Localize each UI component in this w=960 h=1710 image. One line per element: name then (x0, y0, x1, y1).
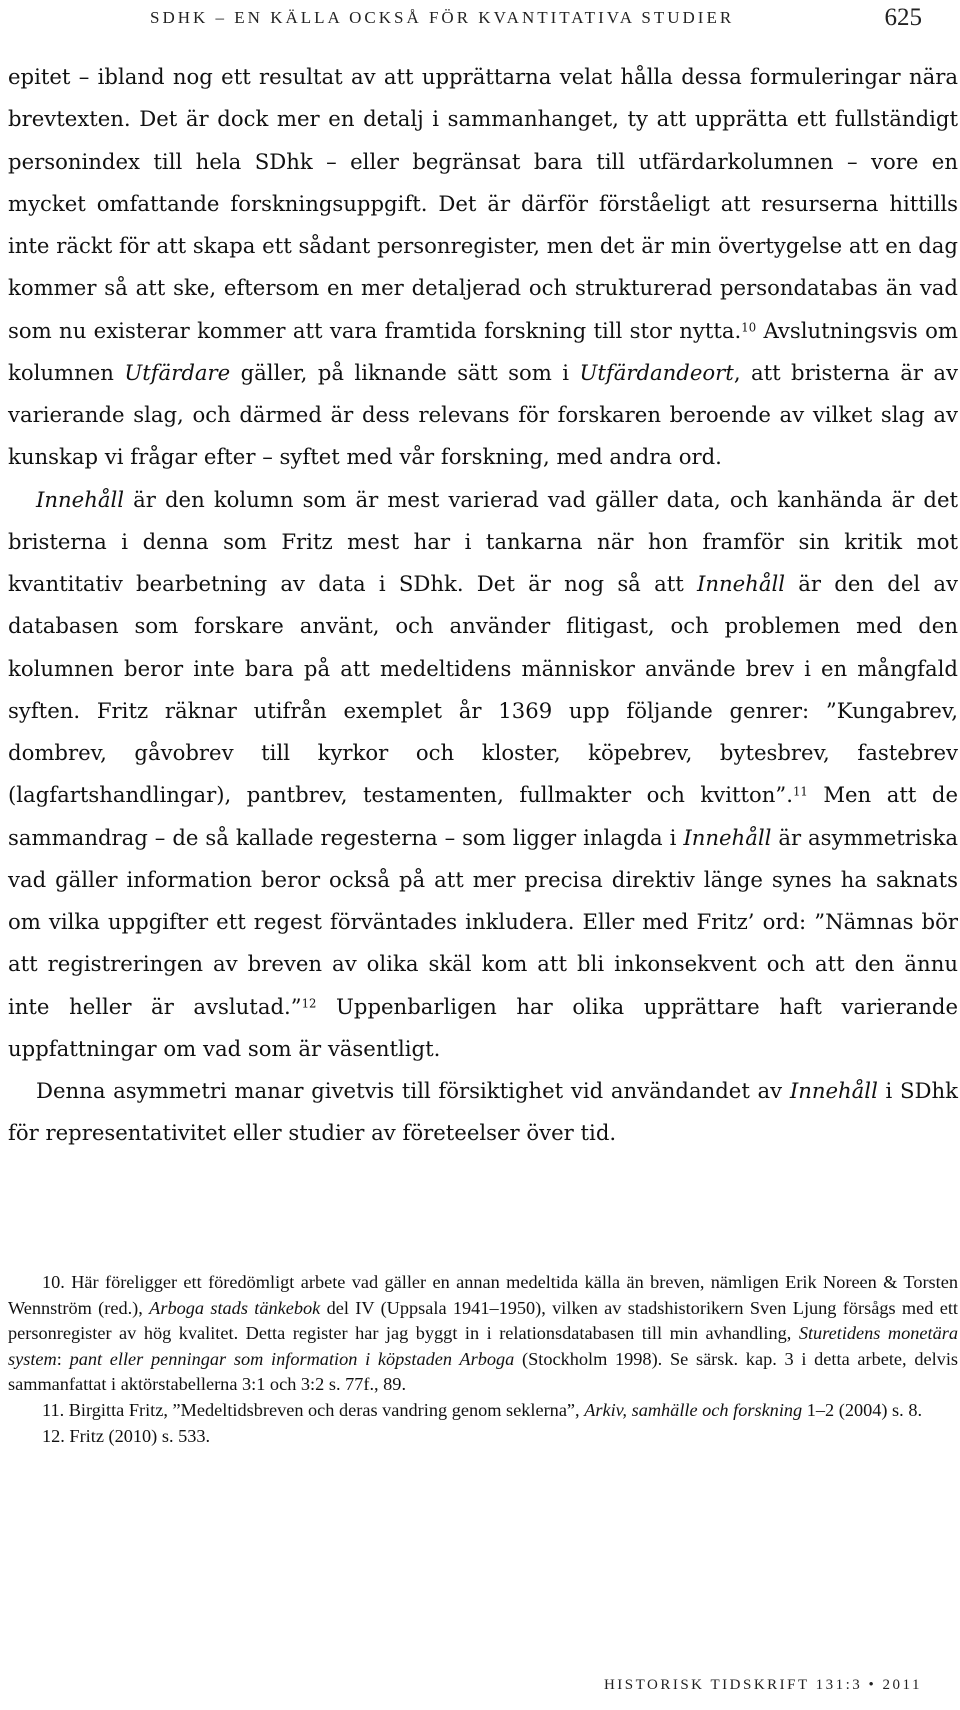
footnote-10-title-2: Sturetidens monetära system (8, 1323, 958, 1369)
footnote-10-text-a: 10. Här föreligger ett föredömligt arbete vad gäller en annan medeltida källa än breven, nämligen Erik Noreen & Torsten Wennström (red.), (8, 1272, 958, 1318)
p1-text-c: gäller, på liknande sätt som i (230, 359, 580, 385)
p2-emphasis-innehall-2: Innehåll (696, 571, 786, 596)
paragraph-1 (8, 56, 958, 479)
footnote-10 (8, 1270, 958, 1398)
footnote-ref-10: 10 (741, 320, 757, 335)
footnote-11-journal: Arkiv, samhälle och forskning (584, 1399, 803, 1420)
footnote-10-text-d: (Stockholm 1998). Se särsk. kap. 3 i detta arbete, delvis sammanfattat i aktörstabellerna 3:1 och 3:2 s. 77f., 89. (8, 1348, 959, 1395)
p3-text-b: i SDhk för representativitet eller studier av företeelser över tid. (8, 1078, 958, 1146)
footnote-10-text-b: del IV (Uppsala 1941–1950), vilken av stadshistorikern Sven Ljung försågs med ett personregister av hög kvalitet. Detta register har jag byggt in i relationsdatabasen till min avhandling, (8, 1297, 958, 1344)
paragraph-3 (8, 1070, 958, 1155)
p2-text-e: Uppenbarligen har olika upprättare haft varierande uppfattningar om vad som är väsentligt. (8, 993, 959, 1061)
footnote-10-text-c: : (56, 1348, 70, 1369)
p1-text-d: , att bristerna är av varierande slag, och därmed är dess relevans för forskaren beroende av vilket slag av kunskap vi frågar efter – syftet med vår forskning, med andra ord. (8, 359, 958, 470)
footnote-11 (8, 1398, 958, 1424)
p1-emphasis-utfardandeort: Utfärdandeort (579, 359, 734, 385)
p3-text-a: Denna asymmetri manar givetvis till försiktighet vid användandet av (36, 1078, 790, 1103)
footnote-11-text-a: 11. Birgitta Fritz, ”Medeltidsbreven och deras vandring genom seklerna”, (42, 1399, 585, 1420)
p2-text-b: är den del av databasen som forskare använt, och använder flitigast, och problemen med den kolumnen beror inte bara på att medeltidens människor använde brev i en mångfald syften. Fritz räknar utifrån exemplet år 1369 upp följande genrer: ”Kungabrev, dombrev, gåvobrev till kyrkor och kloster, köpebrev, bytesbrev, fastebrev (lagfartshandlingar), pantbrev, testamenten, fullmakter och kvitton”. (8, 571, 958, 808)
footnote-10-title-1: Arboga stads tänkebok (149, 1297, 321, 1318)
p2-text-d: är asymmetriska vad gäller information beror också på att mer precisa direktiv länge synes ha saknats om vilka uppgifter ett regest förväntades inkludera. Eller med Fritz’ ord: ”Nämnas bör att registreringen av breven av olika skäl kom att bli inkonsekvent och att den ännu inte heller är avslutad.” (8, 824, 959, 1019)
page-number: 625 (884, 4, 922, 31)
p3-emphasis-innehall: Innehåll (789, 1078, 878, 1103)
footnote-ref-11: 11 (792, 784, 808, 799)
p2-text-c: Men att de sammandrag – de så kallade regesterna – som ligger inlagda i (8, 782, 958, 850)
page-header (150, 0, 922, 36)
p1-emphasis-utfardare: Utfärdare (124, 359, 231, 385)
footnote-10-subtitle: pant eller penningar som information i köpstaden Arboga (69, 1348, 515, 1369)
p2-emphasis-innehall-3: Innehåll (683, 824, 772, 850)
p2-emphasis-innehall-1: Innehåll (36, 486, 125, 512)
p1-text-b: Avslutningsvis om kolumnen (8, 317, 958, 385)
footnote-12: 12. Fritz (2010) s. 533. (42, 1425, 211, 1446)
body-text (8, 56, 958, 1155)
p1-text-a: epitet – ibland nog ett resultat av att upprättarna velat hålla dessa formuleringar nära brevtexten. Det är dock mer en detalj i sammanhanget, ty att upprätta ett fullständigt personindex till hela SDhk – eller begränsat bara till utfärdarkolumnen – vore en mycket omfattande forskningsuppgift. Det är därför förståeligt att resurserna hittills inte räckt för att skapa ett sådant personregister, men det är min övertygelse att en dag kommer så att ske, eftersom en mer detaljerad och strukturerad persondatabas än vad som nu existerar kommer att vara framtida forskning till stor nytta. (8, 64, 958, 343)
paragraph-2 (8, 479, 958, 1071)
p2-text-a: är den kolumn som är mest varierad vad gäller data, och kanhända är det bristerna i denna som Fritz mest har i tankarna när hon framför sin kritik mot kvantitativ bearbetning av data i SDhk. Det är nog så att (8, 486, 958, 596)
footnote-11-text-b: 1–2 (2004) s. 8. (802, 1399, 923, 1420)
running-head: SDHK – EN KÄLLA OCKSÅ FÖR KVANTITATIVA STUDIER (150, 8, 735, 27)
footnote-ref-12: 12 (301, 996, 317, 1011)
page-footer: HISTORISK TIDSKRIFT 131:3 • 2011 (603, 1677, 922, 1693)
footnotes (8, 1270, 958, 1449)
